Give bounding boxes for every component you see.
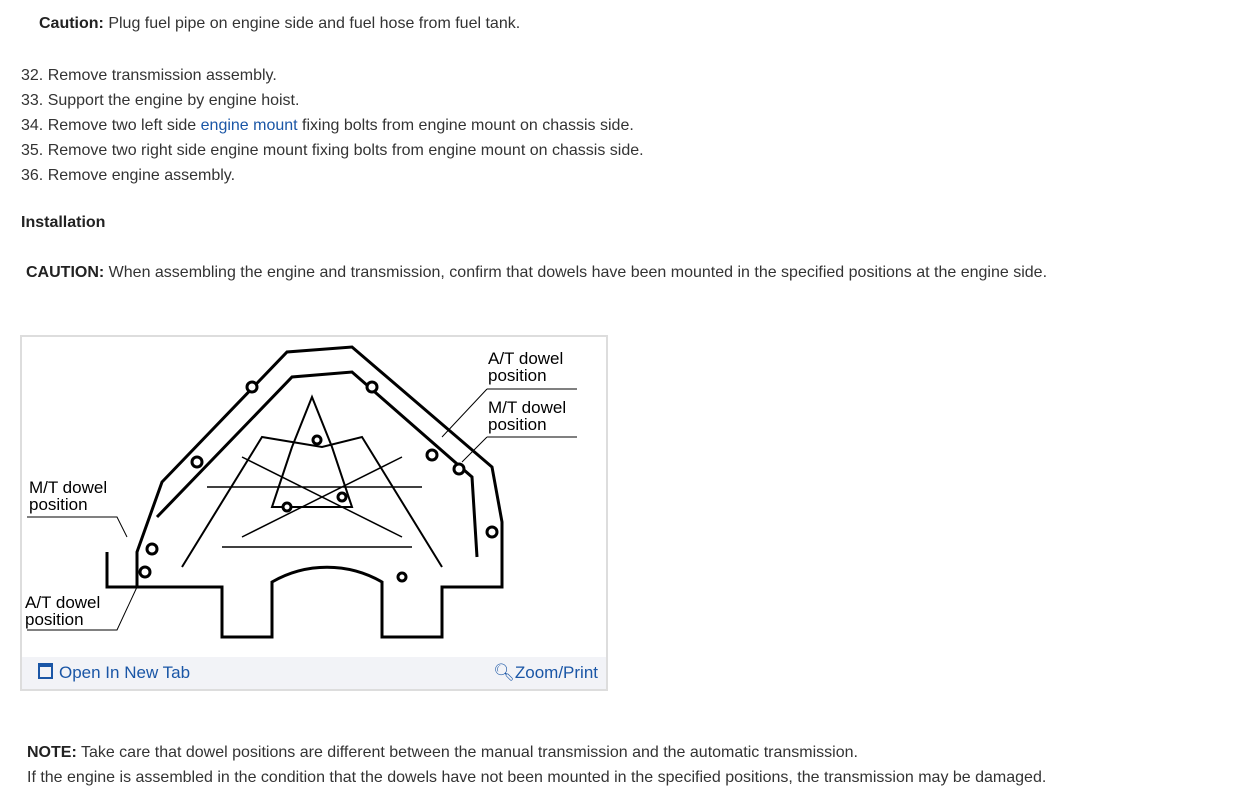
open-tab-icon: [38, 663, 53, 679]
note-label: NOTE:: [27, 744, 77, 761]
caution-fuel: [39, 15, 520, 33]
engine-figure: [20, 335, 608, 691]
step-text: 34. Remove two left side: [21, 117, 201, 134]
caution-text: When assembling the engine and transmission, confirm that dowels have been mounted in the specified positions at the engine side.: [104, 264, 1048, 281]
mt-dowel-label-left: M/T dowel position: [29, 478, 108, 514]
caution-text: Plug fuel pipe on engine side and fuel hose from fuel tank.: [103, 15, 521, 32]
at-dowel-label-left: A/T dowel position: [25, 593, 101, 629]
engine-mount-link[interactable]: engine mount: [200, 117, 298, 134]
step-35: 35. Remove two right side engine mount fixing bolts from engine mount on chassis side.: [21, 142, 644, 159]
step-34: [21, 113, 644, 138]
figure-toolbar: [22, 657, 606, 689]
step-36: 36. Remove engine assembly.: [21, 167, 236, 184]
installation-heading: Installation: [21, 214, 106, 231]
open-in-new-tab-button[interactable]: [38, 663, 190, 683]
step-text: fixing bolts from engine mount on chassis side.: [297, 117, 634, 134]
note: [27, 740, 1046, 790]
open-tab-label: Open In New Tab: [59, 663, 191, 682]
step-33: 33. Support the engine by engine hoist.: [21, 92, 300, 109]
zoom-print-button[interactable]: [493, 663, 598, 683]
note-text-2: If the engine is assembled in the condition that the dowels have not been mounted in the specified positions, the transmission may be damaged.: [27, 769, 1047, 786]
caution-label: CAUTION:: [26, 264, 105, 281]
note-text: Take care that dowel positions are different between the manual transmission and the automatic transmission.: [76, 744, 858, 761]
mt-dowel-label-right: M/T dowel position: [488, 398, 567, 434]
caution-dowels: [26, 264, 1047, 282]
at-dowel-label-right: A/T dowel position: [488, 349, 564, 385]
step-32: 32. Remove transmission assembly.: [21, 67, 277, 84]
zoom-print-label: Zoom/Print: [514, 663, 598, 682]
caution-label: Caution:: [39, 15, 104, 32]
removal-steps: [21, 63, 644, 188]
zoom-icon: 🔍︎: [493, 663, 515, 682]
